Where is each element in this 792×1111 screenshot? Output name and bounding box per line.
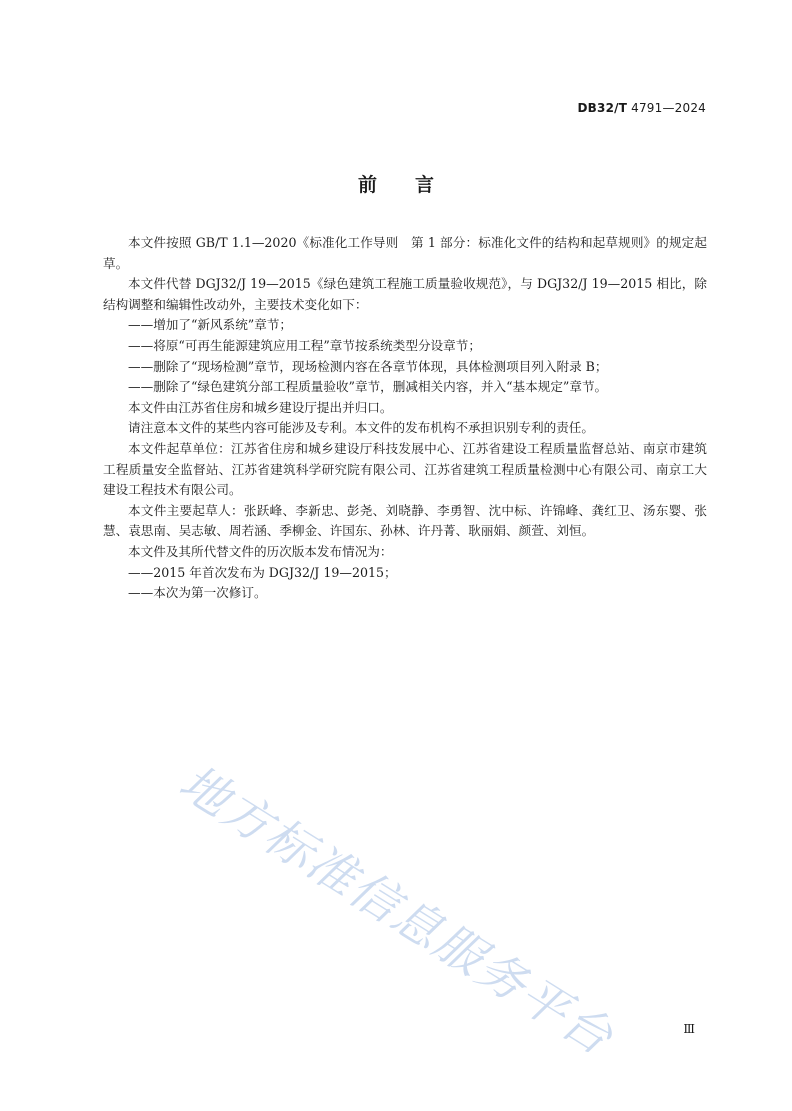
document-body [103, 233, 707, 604]
change-item: ——将原“可再生能源建筑应用工程”章节按系统类型分设章节； [128, 337, 481, 353]
paragraph-replacement: 本文件代替 DGJ32/J 19—2015《绿色建筑工程施工质量验收规范》，与 DGJ32/J 19—2015 相比，除结构调整和编辑性改动外，主要技术变化如下： [103, 276, 707, 312]
paragraph-version-history: 本文件及其所代替文件的历次版本发布情况为： [128, 543, 393, 559]
change-item: ——删除了“绿色建筑分部工程质量验收”章节，删减相关内容，并入“基本规定”章节。 [128, 379, 608, 395]
paragraph-drafters: 本文件主要起草人：张跃峰、李新忠、彭尧、刘晓静、李勇智、沈中标、许锦峰、龚红卫、汤东婴、张慧、袁思南、吴志敏、周若涵、季柳金、许国东、孙林、许丹菁、耿丽娟、颜萱、刘恒。 [103, 502, 707, 539]
page-number: Ⅲ [683, 1022, 695, 1036]
document-code [578, 101, 706, 115]
document-code-prefix: DB32/T [577, 101, 628, 115]
watermark: 地方标准信息服务平台 [169, 754, 624, 1067]
paragraph-proposer: 本文件由江苏省住房和城乡建设厅提出并归口。 [128, 399, 393, 415]
document-code-number: 4791—2024 [631, 101, 706, 115]
paragraph-patent-notice: 请注意本文件的某些内容可能涉及专利。本文件的发布机构不承担识别专利的责任。 [128, 420, 594, 436]
page-title: 前言 [357, 174, 472, 196]
paragraph-drafting-units: 本文件起草单位：江苏省住房和城乡建设厅科技发展中心、江苏省建设工程质量监督总站、南京市建筑工程质量安全监督站、江苏省建筑科学研究院有限公司、江苏省建筑工程质量检测中心有限公司、南京工大建设工程技术有限公司。 [103, 440, 707, 498]
version-item: ——2015 年首次发布为 DGJ32/J 19—2015； [128, 564, 397, 580]
change-item: ——增加了“新风系统”章节； [128, 317, 293, 333]
paragraph-drafting-basis: 本文件按照 GB/T 1.1—2020《标准化工作导则 第 1 部分：标准化文件的结构和起草规则》的规定起草。 [103, 235, 707, 271]
version-item: ——本次为第一次修订。 [128, 585, 267, 601]
change-item: ——删除了“现场检测”章节，现场检测内容在各章节体现，具体检测项目列入附录 B； [128, 358, 608, 374]
